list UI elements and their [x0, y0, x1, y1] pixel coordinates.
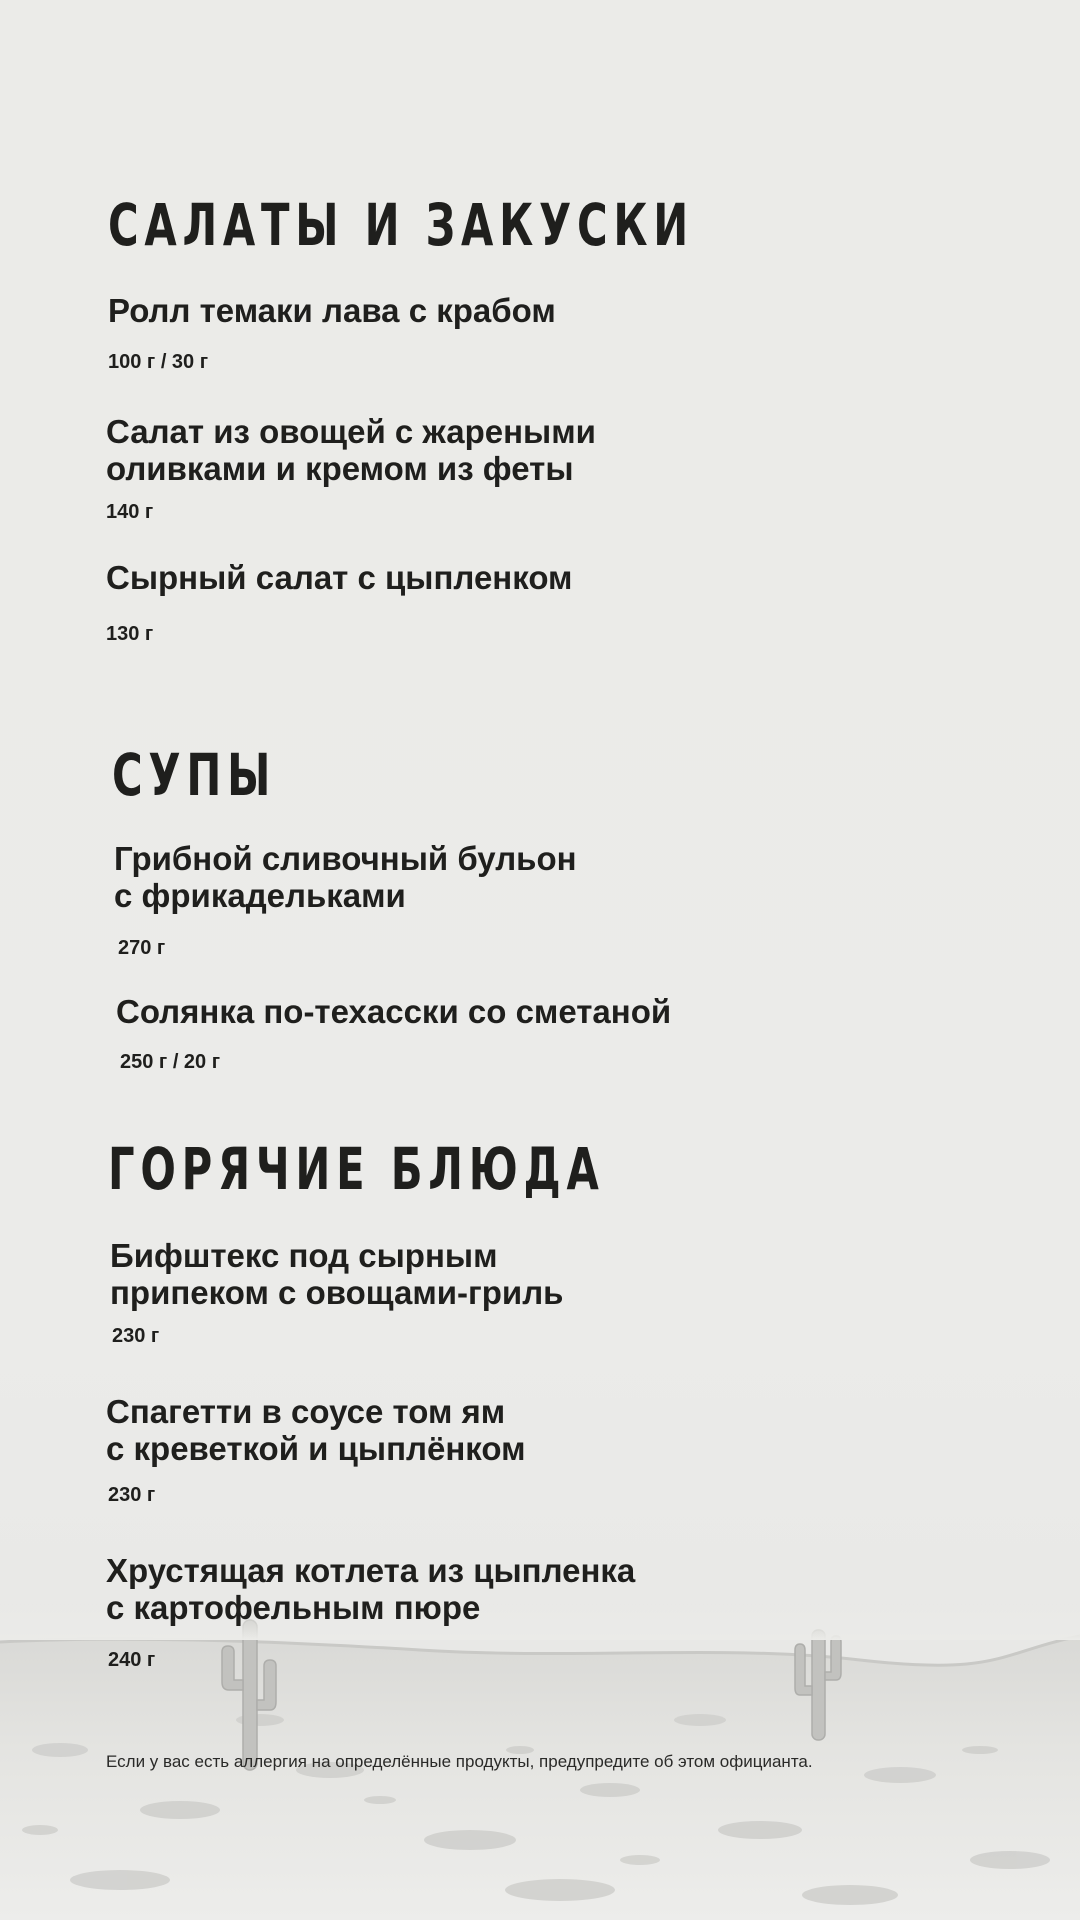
item-weight: 140 г — [106, 501, 154, 523]
menu-item — [116, 993, 976, 1030]
item-name: Солянка по-техасски со сметаной — [116, 993, 672, 1030]
item-name: Хрустящая котлета из цыпленка с картофельным пюре — [106, 1552, 636, 1626]
section-title-soups: СУПЫ — [112, 741, 277, 809]
item-name: Бифштекс под сырным припеком с овощами-гриль — [110, 1237, 564, 1311]
section-title-salads: САЛАТЫ И ЗАКУСКИ — [108, 191, 694, 259]
item-name: Грибной сливочный бульон с фрикадельками — [114, 840, 577, 914]
item-weight: 240 г — [108, 1649, 156, 1671]
item-weight: 270 г — [118, 937, 166, 959]
item-weight: 250 г / 20 г — [120, 1051, 221, 1073]
item-weight: 230 г — [112, 1325, 160, 1347]
item-name: Спагетти в соусе том ям с креветкой и цыплёнком — [106, 1393, 526, 1467]
allergy-footnote: Если у вас есть аллергия на определённые продукты, предупредите об этом официанта. — [106, 1752, 813, 1771]
item-name: Ролл темаки лава с крабом — [108, 292, 556, 329]
menu-item — [106, 413, 966, 487]
item-name: Сырный салат с цыпленком — [106, 559, 573, 596]
menu-item — [106, 559, 966, 596]
menu-item — [114, 840, 974, 914]
item-weight: 130 г — [106, 623, 154, 645]
menu-item — [108, 292, 968, 329]
item-name: Салат из овощей с жареными оливками и кремом из феты — [106, 413, 596, 487]
item-weight: 230 г — [108, 1484, 156, 1506]
section-title-hot-dishes: ГОРЯЧИЕ БЛЮДА — [108, 1135, 605, 1203]
menu-item — [106, 1393, 966, 1467]
item-weight: 100 г / 30 г — [108, 351, 209, 373]
menu-item — [110, 1237, 970, 1311]
menu-item — [106, 1552, 966, 1626]
